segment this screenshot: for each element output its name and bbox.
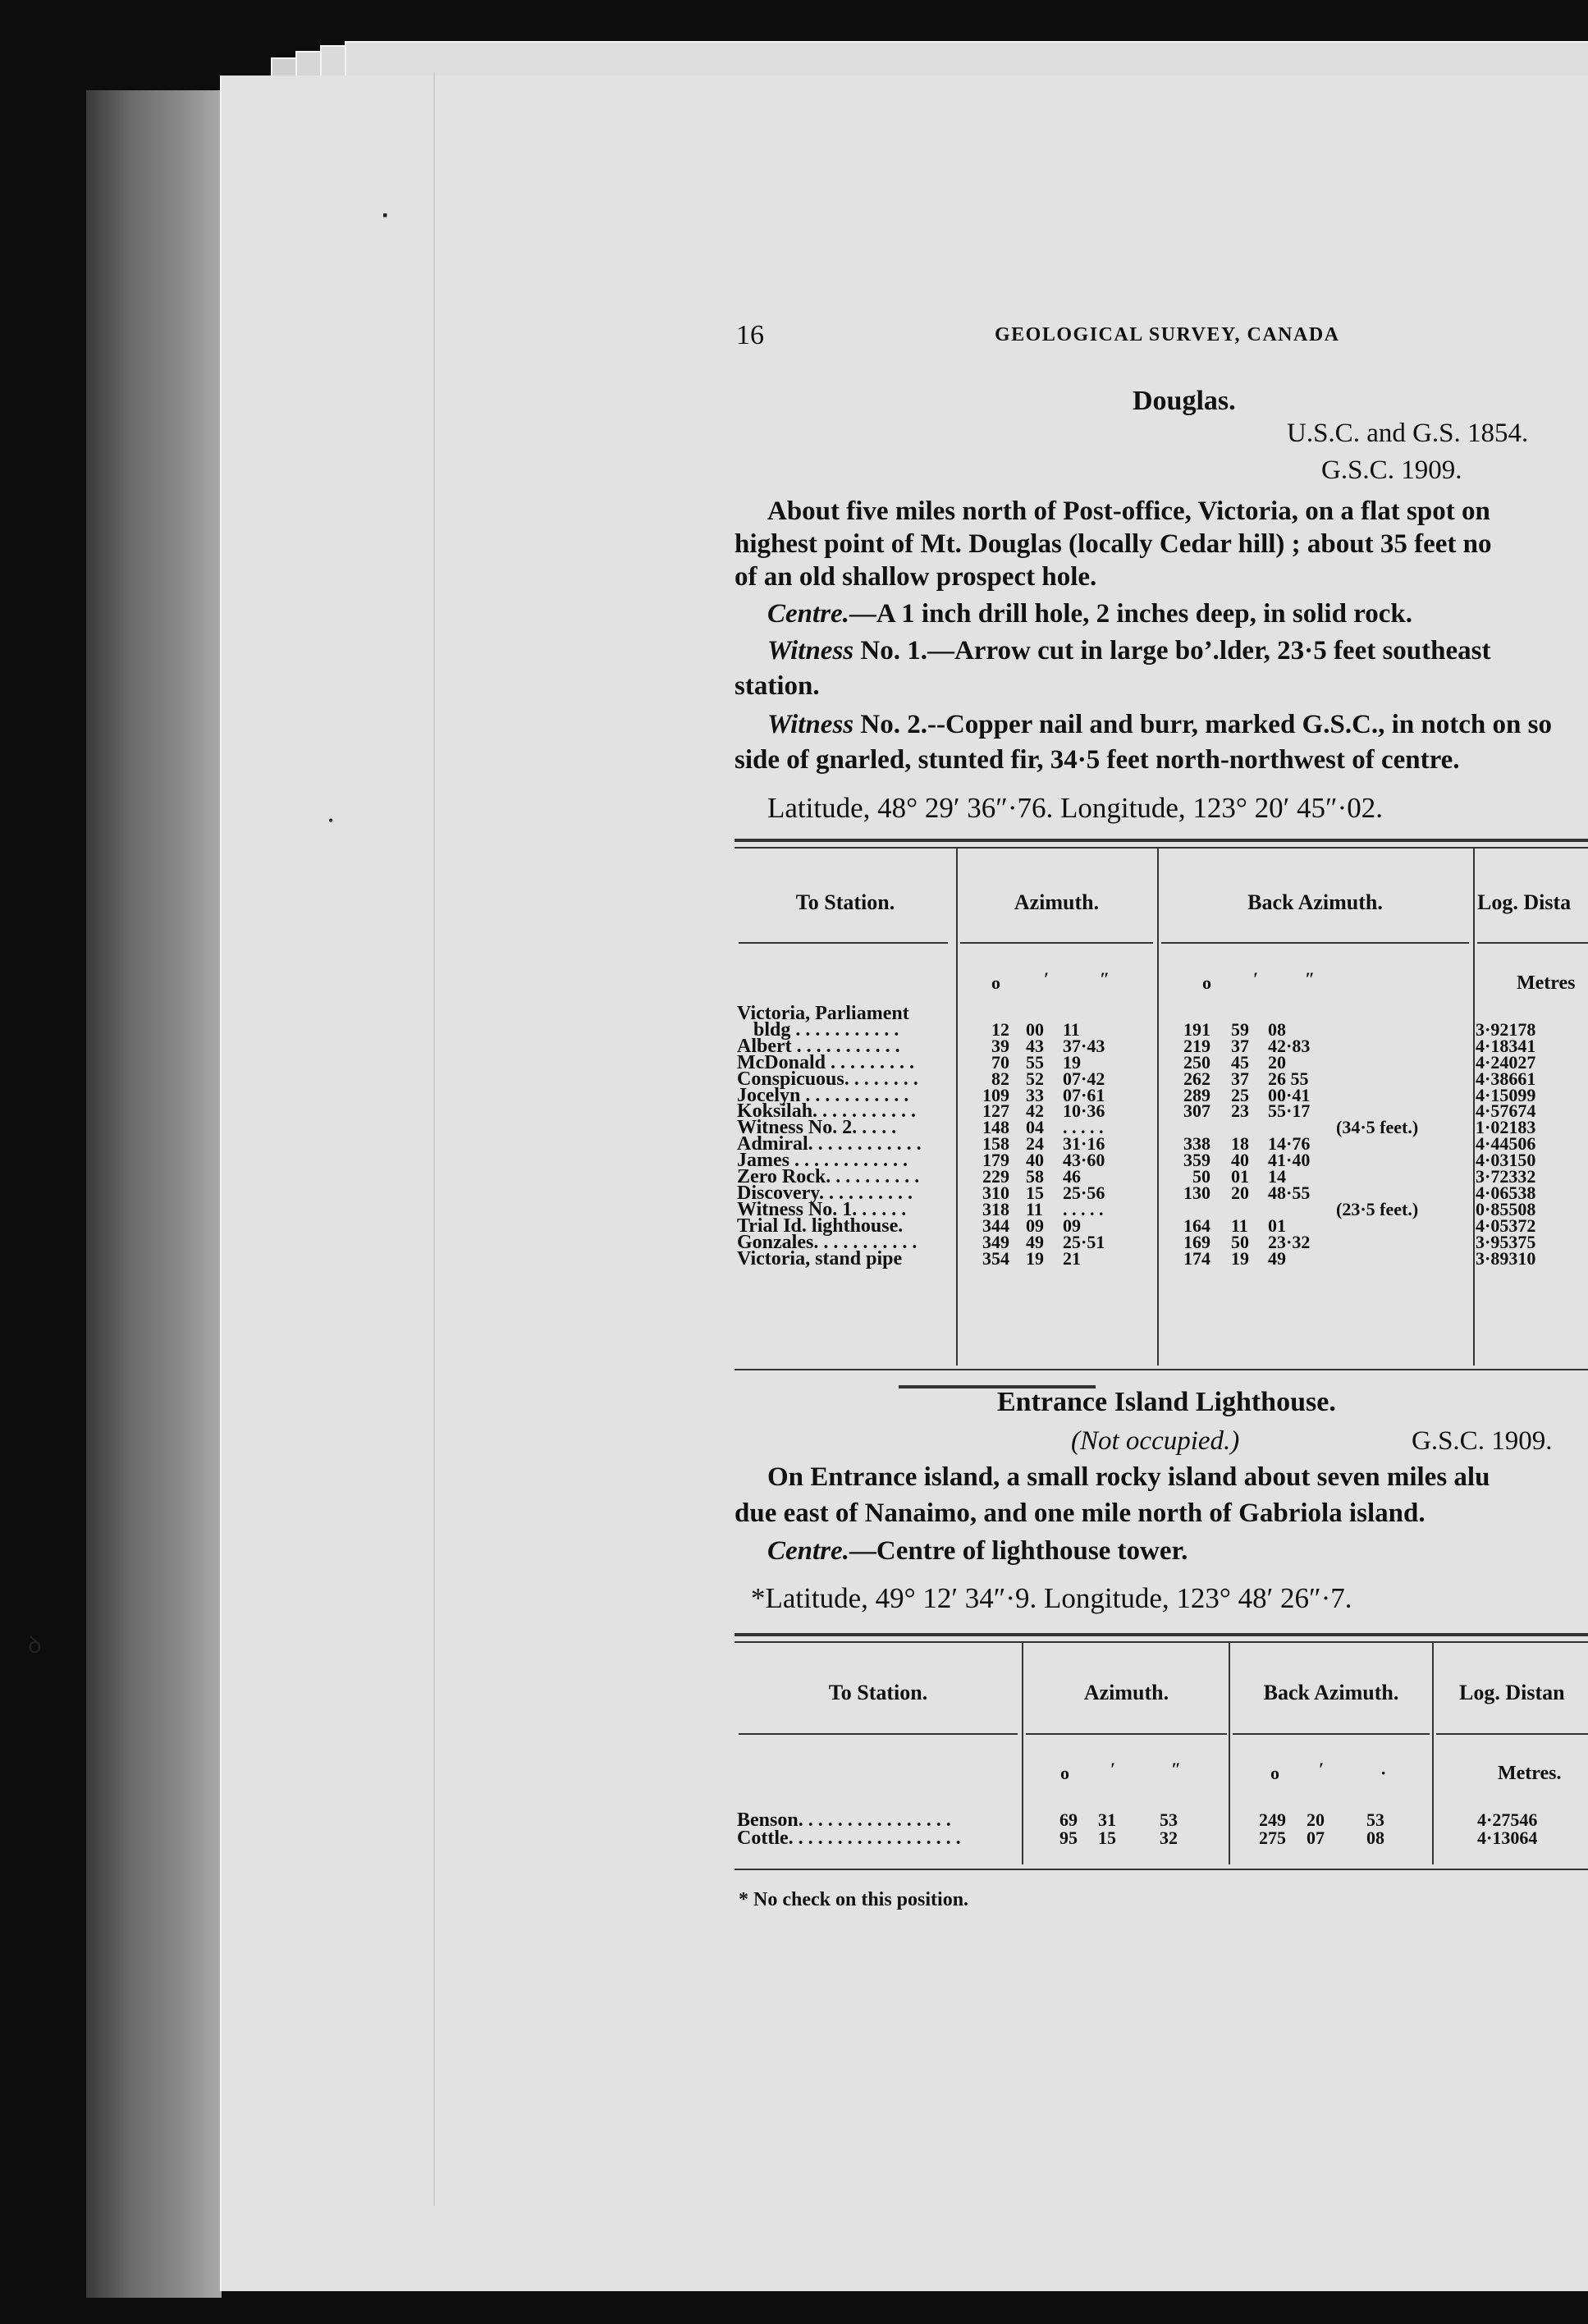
scan-left-strip xyxy=(86,90,222,2298)
table-cell-b1: 275 xyxy=(1259,1828,1286,1848)
table-cell-b3: 08 xyxy=(1268,1018,1286,1040)
unit-degrees: o xyxy=(991,972,1000,993)
table-cell-a1: 354 xyxy=(982,1247,1009,1269)
table-cell-a3: 46 xyxy=(1063,1166,1081,1187)
centre-text: —Centre of lighthouse tower. xyxy=(849,1536,1188,1566)
table-cell-b2: 25 xyxy=(1231,1084,1249,1105)
table-cell-b1: 164 xyxy=(1183,1215,1210,1236)
table-cell-a1: 95 xyxy=(1059,1828,1078,1848)
table-cell-log: 4·57674 xyxy=(1476,1100,1536,1122)
table-cell-a1: 148 xyxy=(982,1117,1009,1138)
table-row-station: bldg . . . . . . . . . . . xyxy=(753,1018,899,1041)
table-cell-a1: 158 xyxy=(982,1133,1009,1155)
footnote: * No check on this position. xyxy=(739,1889,969,1910)
table-cell-b3: 14 xyxy=(1268,1166,1286,1187)
table-cell-a1: 229 xyxy=(982,1166,1009,1187)
unit-minutes: ′ xyxy=(1044,968,1050,989)
table-cell-a1: 127 xyxy=(982,1100,1009,1122)
table-cell-a2: 52 xyxy=(1026,1068,1044,1089)
table-cell-a2: 24 xyxy=(1026,1133,1044,1155)
table-cell-log: 4·03150 xyxy=(1476,1150,1536,1171)
section-title-douglas: Douglas. xyxy=(1133,386,1236,416)
table-cell-a2: 11 xyxy=(1026,1198,1043,1219)
table-cell-a1: 70 xyxy=(991,1051,1009,1073)
table-row-station: Cottle. . . . . . . . . . . . . . . . . . xyxy=(737,1828,961,1849)
table-row-station: Koksilah. . . . . . . . . . . xyxy=(737,1100,917,1123)
table-bottom-rule xyxy=(735,1869,1588,1870)
table-cell-a1: 109 xyxy=(982,1084,1009,1105)
table-cell-note: (23·5 feet.) xyxy=(1336,1198,1419,1219)
unit-seconds: · xyxy=(1380,1763,1387,1783)
table-row-station: James . . . . . . . . . . . . xyxy=(737,1150,908,1172)
table-rule xyxy=(735,1633,1588,1636)
table-cell-b1: 130 xyxy=(1183,1182,1210,1203)
table-cell-a3: 37·43 xyxy=(1063,1035,1105,1056)
witness-2-text: No. 2.--Copper nail and burr, marked G.S.C., in notch on so xyxy=(853,710,1552,739)
table-cell-b1: 307 xyxy=(1183,1100,1210,1122)
table-cell-b2: 01 xyxy=(1231,1166,1249,1187)
unit-seconds: ″ xyxy=(1100,968,1110,989)
witness-1-line-2: station. xyxy=(735,671,820,701)
table-cell-a2: 49 xyxy=(1026,1231,1044,1252)
table-rule xyxy=(735,847,1588,849)
table-row-station: Jocelyn . . . . . . . . . . . xyxy=(737,1084,909,1106)
table-cell-log: 4·18341 xyxy=(1476,1035,1536,1056)
table-cell-a1: 12 xyxy=(991,1018,1009,1040)
table-cell-b3: 55·17 xyxy=(1268,1100,1311,1122)
table-cell-log: 4·38661 xyxy=(1476,1068,1536,1089)
table-rule xyxy=(735,1641,1588,1643)
table-cell-a3: . . . . . xyxy=(1063,1117,1104,1138)
table-cell-b3: 42·83 xyxy=(1268,1035,1311,1056)
unit-metres: Metres. xyxy=(1498,1763,1562,1784)
table-cell-a3: 25·56 xyxy=(1063,1182,1105,1203)
table-cell-a2: 33 xyxy=(1026,1084,1044,1105)
table-cell-b1: 191 xyxy=(1183,1018,1210,1040)
table-cell-a2: 40 xyxy=(1026,1150,1044,1171)
table-cell-b1: 262 xyxy=(1183,1068,1210,1089)
table-divider xyxy=(1473,849,1475,1366)
table-rule xyxy=(735,839,1588,842)
table-divider xyxy=(956,849,958,1366)
table-cell-a3: 53 xyxy=(1160,1809,1178,1830)
table-cell-b2: 07 xyxy=(1307,1828,1325,1848)
header-to-station: To Station. xyxy=(828,1681,928,1704)
witness-2-line-2: side of gnarled, stunted fir, 34·5 feet north-northwest of centre. xyxy=(735,745,1460,775)
unit-minutes: ′ xyxy=(1319,1759,1325,1779)
table-cell-b3: 20 xyxy=(1268,1051,1286,1073)
table-cell-b2: 37 xyxy=(1231,1035,1249,1056)
table-cell-a2: 09 xyxy=(1026,1215,1044,1236)
centre-text: —A 1 inch drill hole, 2 inches deep, in solid rock. xyxy=(849,599,1412,629)
table-cell-a3: 31·16 xyxy=(1063,1133,1105,1155)
table-divider xyxy=(1157,849,1159,1366)
witness-1-line xyxy=(767,636,1490,666)
description-line: due east of Nanaimo, and one mile north of Gabriola island. xyxy=(735,1498,1426,1528)
table-cell-b3: 00·41 xyxy=(1268,1084,1311,1105)
table-cell-b2: 50 xyxy=(1231,1231,1249,1252)
table-cell-a3: 21 xyxy=(1063,1247,1081,1269)
header-log-distance: Log. Distan xyxy=(1459,1681,1565,1704)
unit-degrees: o xyxy=(1060,1763,1069,1783)
witness-1-label: Witness xyxy=(767,636,854,666)
table-cell-a2: 04 xyxy=(1026,1117,1044,1138)
description-line: highest point of Mt. Douglas (locally Cedar hill) ; about 35 feet no xyxy=(735,529,1492,559)
table-cell-b2: 45 xyxy=(1231,1051,1249,1073)
not-occupied-note: (Not occupied.) xyxy=(1071,1426,1240,1456)
table-cell-a3: . . . . . xyxy=(1063,1198,1104,1219)
witness-1-text: No. 1.—Arrow cut in large bo’.lder, 23·5 feet southeast xyxy=(853,636,1491,666)
table-cell-b1: 50 xyxy=(1192,1166,1210,1187)
table-cell-log: 4·15099 xyxy=(1476,1084,1536,1105)
table-cell-log: 4·44506 xyxy=(1476,1133,1536,1155)
table-cell-b3: 14·76 xyxy=(1268,1133,1311,1155)
table-cell-a1: 310 xyxy=(982,1182,1009,1203)
table-cell-b1: 169 xyxy=(1183,1231,1210,1252)
table-cell-a1: 82 xyxy=(991,1068,1009,1089)
table-cell-a3: 43·60 xyxy=(1063,1150,1105,1171)
table-cell-log: 4·05372 xyxy=(1476,1215,1536,1236)
table-divider xyxy=(1432,1643,1434,1864)
table-cell-a3: 19 xyxy=(1063,1051,1081,1073)
table-cell-log: 3·92178 xyxy=(1476,1018,1536,1040)
header-azimuth: Azimuth. xyxy=(1083,1681,1169,1704)
latitude-longitude: *Latitude, 49° 12′ 34″·9. Longitude, 123° 48′ 26″·7. xyxy=(751,1582,1352,1614)
description-line: of an old shallow prospect hole. xyxy=(735,562,1097,592)
table-cell-b3: 41·40 xyxy=(1268,1150,1311,1171)
centre-label: Centre. xyxy=(767,1536,849,1566)
table-cell-b2: 19 xyxy=(1231,1247,1249,1269)
witness-2-line xyxy=(767,710,1552,740)
table-cell-a2: 31 xyxy=(1098,1809,1116,1830)
header-rule xyxy=(739,1733,1018,1735)
table-cell-b2: 11 xyxy=(1231,1215,1248,1236)
table-row-station: Benson. . . . . . . . . . . . . . . . xyxy=(737,1809,951,1831)
table-cell-b2: 20 xyxy=(1231,1182,1249,1203)
description-line: On Entrance island, a small rocky island about seven miles alu xyxy=(767,1462,1490,1492)
table-cell-b1: 289 xyxy=(1183,1084,1210,1105)
table-cell-log: 1·02183 xyxy=(1476,1117,1536,1138)
table-cell-a3: 10·36 xyxy=(1063,1100,1105,1122)
header-rule xyxy=(1026,1733,1227,1735)
table-cell-b1: 249 xyxy=(1259,1809,1286,1830)
table-cell-a3: 32 xyxy=(1160,1828,1178,1848)
header-azimuth: Azimuth. xyxy=(1014,890,1100,914)
authority-line-1: U.S.C. and G.S. 1854. xyxy=(1287,419,1529,448)
authority-line: G.S.C. 1909. xyxy=(1412,1426,1553,1456)
table-cell-b3: 48·55 xyxy=(1268,1182,1311,1203)
table-cell-a3: 25·51 xyxy=(1063,1231,1105,1252)
header-rule xyxy=(739,942,948,944)
table-cell-b3: 23·32 xyxy=(1268,1231,1311,1252)
table-cell-log: 4·24027 xyxy=(1476,1051,1536,1073)
header-back-azimuth: Back Azimuth. xyxy=(1263,1681,1399,1704)
table-cell-a1: 69 xyxy=(1059,1809,1078,1830)
table-cell-b3: 49 xyxy=(1268,1247,1286,1269)
table-cell-a2: 19 xyxy=(1026,1247,1044,1269)
table-row-station: Victoria, Parliament xyxy=(737,1003,909,1024)
table-row-station: Albert . . . . . . . . . . . xyxy=(737,1035,900,1057)
witness-2-label: Witness xyxy=(767,710,854,739)
table-row-station: Witness No. 1. . . . . . xyxy=(737,1198,907,1220)
header-rule xyxy=(1477,942,1588,944)
scan-speck: ▪ xyxy=(382,207,388,223)
table-cell-b2: 23 xyxy=(1231,1100,1249,1122)
centre-line xyxy=(767,599,1412,629)
unit-seconds: ″ xyxy=(1171,1759,1182,1779)
section-title-entrance: Entrance Island Lighthouse. xyxy=(997,1387,1336,1417)
table-cell-log: 4·27546 xyxy=(1477,1809,1538,1830)
header-rule xyxy=(1161,942,1469,944)
header-rule xyxy=(960,942,1153,944)
table-row-station: Witness No. 2. . . . . xyxy=(737,1117,897,1139)
table-cell-log: 4·13064 xyxy=(1477,1828,1538,1848)
table-cell-b3: 08 xyxy=(1366,1828,1384,1848)
table-cell-a1: 318 xyxy=(982,1198,1009,1219)
table-cell-a2: 43 xyxy=(1026,1035,1044,1056)
table-cell-a1: 39 xyxy=(991,1035,1009,1056)
page-number: 16 xyxy=(736,320,764,350)
table-row-station: Victoria, stand pipe xyxy=(737,1247,903,1270)
table-cell-b2: 40 xyxy=(1231,1150,1249,1171)
header-back-azimuth: Back Azimuth. xyxy=(1247,890,1383,914)
table-cell-b2: 37 xyxy=(1231,1068,1249,1089)
table-cell-b1: 359 xyxy=(1183,1150,1210,1171)
table-cell-log: 3·89310 xyxy=(1476,1247,1536,1269)
table-cell-a1: 349 xyxy=(982,1231,1009,1252)
table-cell-log: 3·95375 xyxy=(1476,1231,1536,1252)
table-cell-a3: 09 xyxy=(1063,1215,1081,1236)
table-row-station: Gonzales. . . . . . . . . . . xyxy=(737,1231,918,1253)
table-cell-a1: 179 xyxy=(982,1150,1009,1171)
unit-degrees: o xyxy=(1202,972,1211,993)
table-divider xyxy=(1229,1643,1230,1864)
table-cell-a3: 07·61 xyxy=(1063,1084,1105,1105)
table-cell-b3: 26 55 xyxy=(1268,1068,1309,1089)
table-cell-note: (34·5 feet.) xyxy=(1336,1117,1419,1138)
centre-label: Centre. xyxy=(767,599,849,629)
unit-seconds: ″ xyxy=(1305,968,1316,989)
table-cell-b3: 01 xyxy=(1268,1215,1286,1236)
centre-line xyxy=(767,1536,1188,1567)
table-cell-b1: 219 xyxy=(1183,1035,1210,1056)
running-header: GEOLOGICAL SURVEY, CANADA xyxy=(995,324,1340,345)
table-cell-b1: 250 xyxy=(1183,1051,1210,1073)
table-divider xyxy=(1022,1643,1023,1864)
table-cell-a1: 344 xyxy=(982,1215,1009,1236)
table-row-station: Conspicuous. . . . . . . . xyxy=(737,1068,918,1090)
latitude-longitude: Latitude, 48° 29′ 36″·76. Longitude, 123° 20′ 45″·02. xyxy=(767,792,1384,824)
table-cell-a2: 55 xyxy=(1026,1051,1044,1073)
table-cell-a3: 11 xyxy=(1063,1018,1080,1040)
table-cell-a2: 00 xyxy=(1026,1018,1044,1040)
table-cell-b2: 20 xyxy=(1307,1809,1325,1830)
table-cell-b1: 174 xyxy=(1183,1247,1210,1269)
unit-minutes: ′ xyxy=(1110,1759,1116,1779)
table-cell-a3: 07·42 xyxy=(1063,1068,1105,1089)
scan-speck: ꝺ xyxy=(28,1633,42,1658)
unit-metres: Metres xyxy=(1517,972,1576,994)
header-rule xyxy=(1436,1733,1588,1735)
table-cell-a2: 15 xyxy=(1098,1828,1116,1848)
table-bottom-rule xyxy=(735,1369,1588,1370)
table-row-station: Trial Id. lighthouse. xyxy=(737,1215,904,1237)
unit-minutes: ′ xyxy=(1253,968,1259,989)
table-row-station: Discovery. . . . . . . . . . xyxy=(737,1182,913,1204)
page-inner-edge xyxy=(433,72,435,2206)
table-row-station: Zero Rock. . . . . . . . . . xyxy=(737,1166,920,1187)
table-cell-b2: 59 xyxy=(1231,1018,1249,1040)
scan-speck: • xyxy=(328,812,334,829)
header-log-distance: Log. Dista xyxy=(1477,890,1572,914)
table-cell-a2: 42 xyxy=(1026,1100,1044,1122)
table-cell-a2: 15 xyxy=(1026,1182,1044,1203)
table-cell-log: 3·72332 xyxy=(1476,1166,1536,1187)
description-line: About five miles north of Post-office, Victoria, on a flat spot on xyxy=(767,496,1490,526)
table-cell-b3: 53 xyxy=(1366,1809,1384,1830)
authority-line-2: G.S.C. 1909. xyxy=(1321,455,1462,485)
table-cell-log: 4·06538 xyxy=(1476,1182,1536,1203)
table-row-station: Admiral. . . . . . . . . . . . xyxy=(737,1133,922,1155)
table-row-station: McDonald . . . . . . . . . xyxy=(737,1051,914,1073)
header-rule xyxy=(1233,1733,1430,1735)
table-cell-log: 0·85508 xyxy=(1476,1198,1536,1219)
table-cell-b2: 18 xyxy=(1231,1133,1249,1155)
table-cell-a2: 58 xyxy=(1026,1166,1044,1187)
header-to-station: To Station. xyxy=(795,890,895,914)
unit-degrees: o xyxy=(1270,1763,1279,1783)
table-cell-b1: 338 xyxy=(1183,1133,1210,1155)
